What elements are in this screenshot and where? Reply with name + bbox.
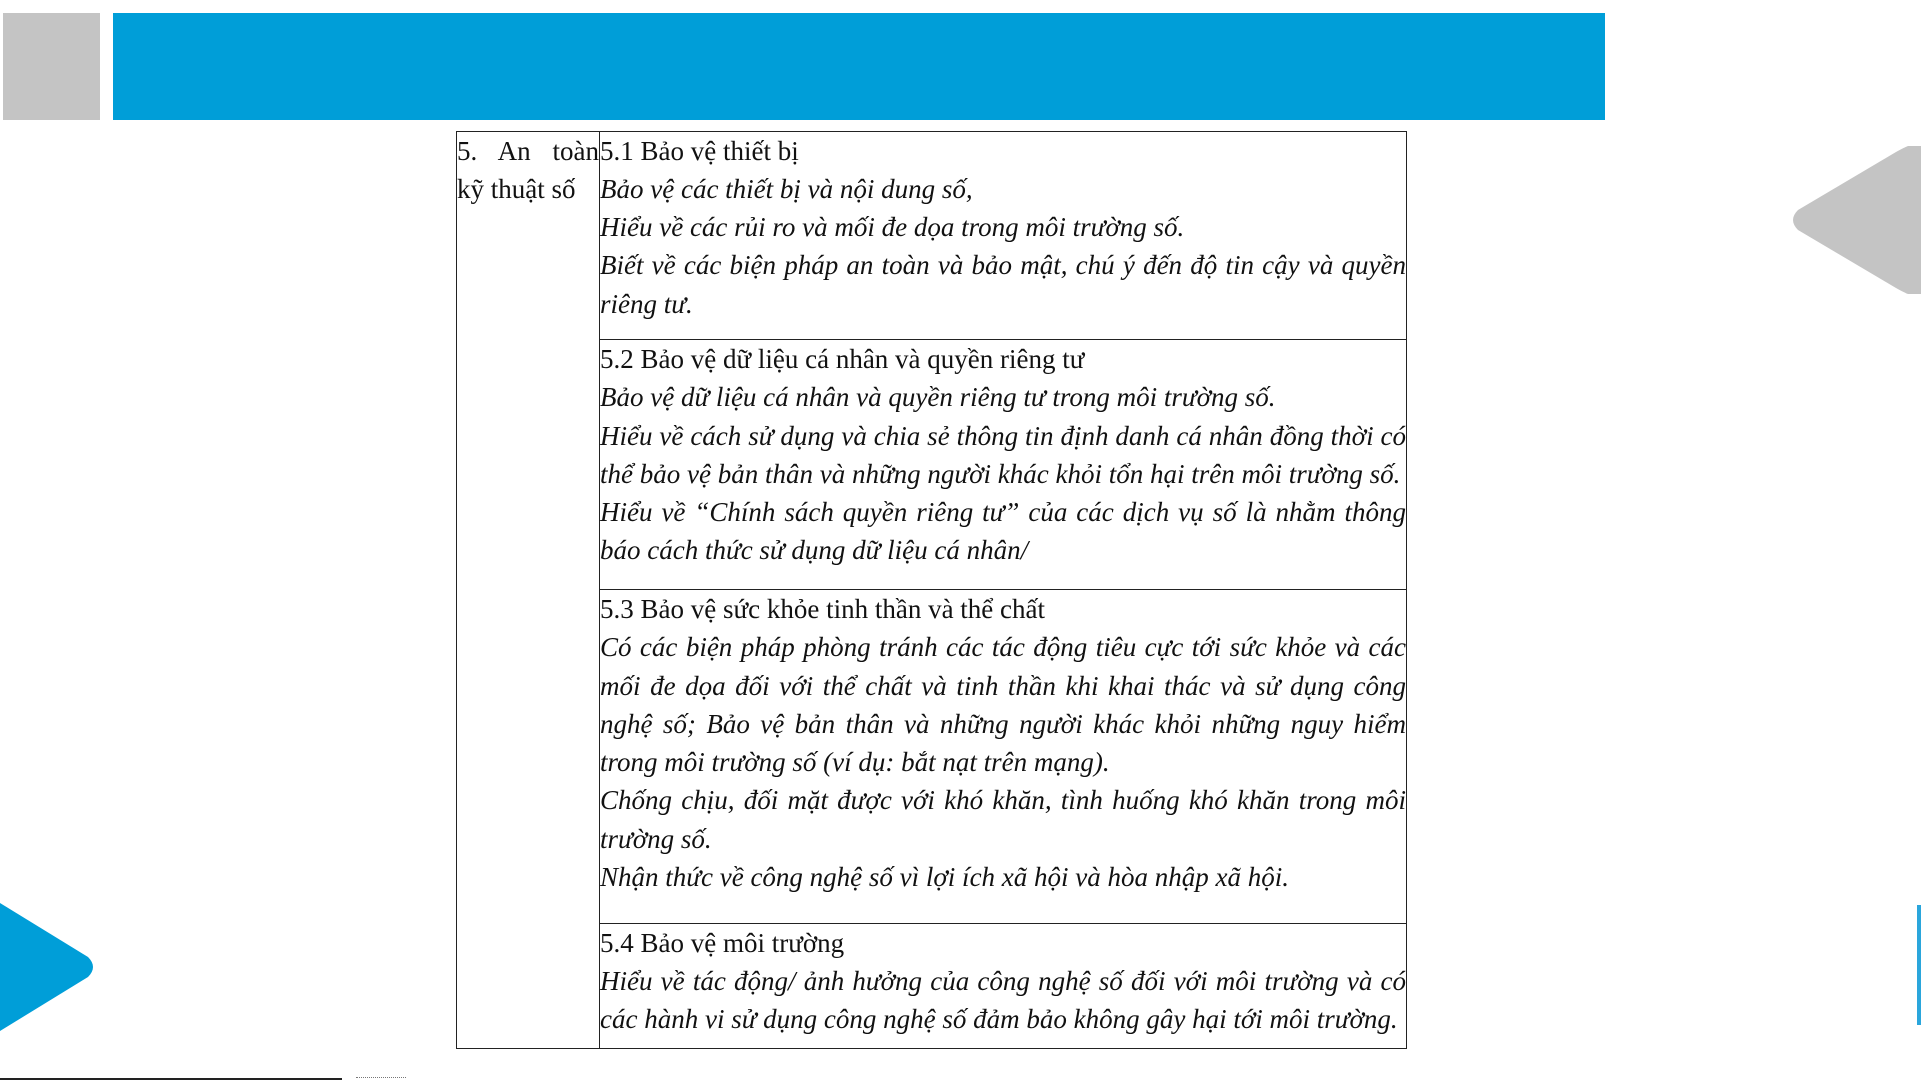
header-banner xyxy=(113,13,1605,120)
subcompetence-title: 5.2 Bảo vệ dữ liệu cá nhân và quyền riêng tư xyxy=(600,344,1085,375)
table-row xyxy=(457,340,1407,590)
footer-rule xyxy=(0,1078,342,1080)
category-cell xyxy=(457,132,600,1049)
next-slide-arrow-icon[interactable] xyxy=(0,903,98,1031)
subcompetence-description: Nhận thức về công nghệ số vì lợi ích xã hội và hòa nhập xã hội. xyxy=(600,861,1290,892)
subcompetence-description: Bảo vệ các thiết bị và nội dung số, xyxy=(600,174,973,204)
table-row xyxy=(457,923,1407,1048)
subcompetence-description: Hiểu về “Chính sách quyền riêng tư” của các dịch vụ số là nhằm thông báo cách thức sử dụng dữ liệu cá nhân/ xyxy=(600,497,1406,566)
subcompetence-title: 5.1 Bảo vệ thiết bị xyxy=(600,136,799,166)
subcompetence-cell-5-3 xyxy=(600,590,1407,923)
subcompetence-title: 5.3 Bảo vệ sức khỏe tinh thần và thể chất xyxy=(600,594,1046,625)
competence-table xyxy=(456,131,1407,1049)
right-edge-accent xyxy=(1917,905,1921,1025)
subcompetence-description: Chống chịu, đối mặt được với khó khăn, tình huống khó khăn trong môi trường số. xyxy=(600,785,1406,854)
subcompetence-description: Hiểu về tác động/ ảnh hưởng của công nghệ số đối với môi trường và có các hành vi sử dụng công nghệ số đảm bảo không gây hại tới môi trường. xyxy=(600,965,1406,1034)
subcompetence-description: Bảo vệ dữ liệu cá nhân và quyền riêng tư trong môi trường số. xyxy=(600,382,1276,413)
previous-slide-arrow-icon[interactable] xyxy=(1788,146,1921,294)
subcompetence-title: 5.4 Bảo vệ môi trường xyxy=(600,927,845,958)
subcompetence-cell-5-4 xyxy=(600,923,1407,1048)
subcompetence-description: Hiểu về các rủi ro và mối đe dọa trong môi trường số. xyxy=(600,212,1185,243)
footer-mark xyxy=(356,1077,406,1081)
corner-gray-block xyxy=(3,13,100,120)
category-label: 5. An toàn kỹ thuật số xyxy=(457,136,599,204)
table-row xyxy=(457,590,1407,923)
subcompetence-cell-5-2 xyxy=(600,340,1407,590)
subcompetence-description: Biết về các biện pháp an toàn và bảo mật, chú ý đến độ tin cậy và quyền riêng tư. xyxy=(600,250,1406,319)
subcompetence-description: Hiểu về cách sử dụng và chia sẻ thông tin định danh cá nhân đồng thời có thể bảo vệ bản thân và những người khác khỏi tổn hại trên môi trường số. xyxy=(600,420,1406,489)
table-row xyxy=(457,132,1407,340)
subcompetence-cell-5-1 xyxy=(600,132,1407,340)
subcompetence-description: Có các biện pháp phòng tránh các tác động tiêu cực tới sức khỏe và các mối đe dọa đối với thể chất và tinh thần khi khai thác và sử dụng công nghệ số; Bảo vệ bản thân và những người khác khỏi những nguy hiểm trong môi trường số (ví dụ: bắt nạt trên mạng). xyxy=(600,632,1406,778)
